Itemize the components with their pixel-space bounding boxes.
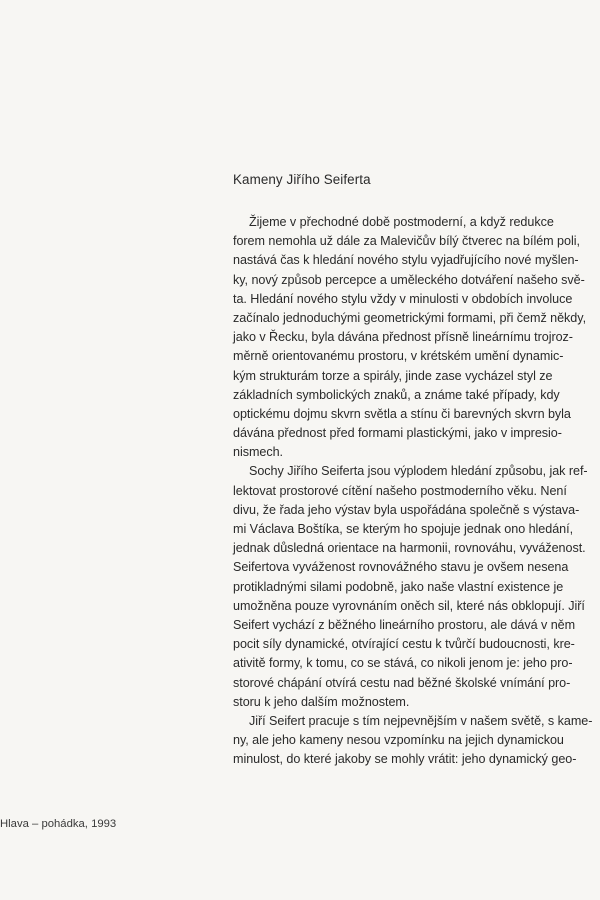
- text-line: základních symbolických znaků, a známe také případy, kdy: [233, 387, 560, 402]
- text-line: ativitě formy, k tomu, co se stává, co nikoli jenom je: jeho pro-: [233, 656, 573, 671]
- text-line: forem nemohla už dále za Malevičův bílý čtverec na bílém poli,: [233, 234, 580, 249]
- body-text: [233, 213, 600, 769]
- text-line: storové chápání otvírá cestu nad běžné školské vnímání pro-: [233, 675, 571, 690]
- text-line: optickému dojmu skvrn světla a stínu či barevných skvrn byla: [233, 406, 571, 421]
- text-line: pocit síly dynamické, otvírající cestu k tvůrčí budoucnosti, kre-: [233, 637, 575, 652]
- text-line: nismech.: [233, 445, 283, 460]
- text-line: protikladnými silami podobně, jako naše vlastní existence je: [233, 579, 564, 594]
- page-title: Kameny Jiřího Seiferta: [233, 172, 371, 187]
- text-line: Žijeme v přechodné době postmoderní, a když redukce: [249, 215, 554, 229]
- text-line: Seifertova vyváženost rovnovážného stavu je ovšem nesena: [233, 560, 569, 575]
- text-line: kým strukturám torze a spirály, jinde zase vycházel styl ze: [233, 368, 553, 383]
- text-line: umožněna pouze vyrovnáním oněch sil, které nás obklopují. Jiří: [233, 598, 585, 613]
- text-line: storu k jeho dalším možnostem.: [233, 694, 410, 709]
- image-caption: Hlava – pohádka, 1993: [0, 818, 117, 830]
- text-line: jako v Řecku, byla dávána přednost přísně lineárnímu trojroz-: [233, 330, 573, 345]
- text-line: Seifert vychází z běžného lineárního prostoru, ale dává v něm: [233, 617, 576, 632]
- text-line: dávána přednost před formami plastickými, jako v impresio-: [233, 426, 562, 441]
- text-line: minulost, do které jakoby se mohly vrátit: jeho dynamický geo-: [233, 752, 577, 767]
- text-line: ky, nový způsob percepce a uměleckého dotváření našeho svě-: [233, 272, 585, 287]
- text-line: mi Václava Boštíka, se kterým ho spojuje jednak ono hledání,: [233, 522, 574, 536]
- text-line: jednak důsledná orientace na harmonii, rovnováhu, vyváženost.: [233, 541, 586, 556]
- text-line: divu, že řada jeho výstav byla uspořádána společně s výstava-: [233, 502, 580, 517]
- text-line: Jiří Seifert pracuje s tím nejpevnějším v našem světě, s kame-: [249, 713, 593, 728]
- text-line: lektovat prostorové cítění našeho postmoderního věku. Není: [233, 483, 567, 498]
- text-line: měrně orientovanému prostoru, v krétském umění dynamic-: [233, 349, 564, 364]
- text-line: ta. Hledání nového stylu vždy v minulosti v obdobích involuce: [233, 291, 573, 306]
- text-line: ny, ale jeho kameny nesou vzpomínku na jejich dynamickou: [233, 733, 564, 748]
- text-line: začínalo jednoduchými geometrickými formami, při čemž někdy,: [233, 310, 587, 325]
- text-line: nastává čas k hledání nového stylu vyjadřujícího nové myšlen-: [233, 253, 579, 268]
- text-line: Sochy Jiřího Seiferta jsou výplodem hledání způsobu, jak ref-: [249, 464, 588, 479]
